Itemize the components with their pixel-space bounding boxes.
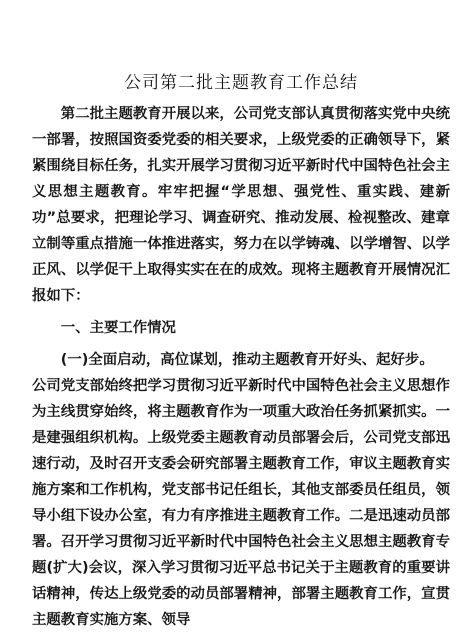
section-heading: 一、主要工作情况 xyxy=(60,320,176,336)
body-paragraph: 公司党支部始终把学习贯彻习近平新时代中国特色社会主义思想作为主线贯穿始终，将主题教育作为一项重大政治任务抓紧抓实。一是建强组织机构。上级党委主题教育动员部署会后，公司党支部迅速行动，及时召开支委会研究部署主题教育工作，审议主题教育实施方案和工作机构，党支部书记任组长，其他支部委员任组员，领导小组下设办公室，有力有序推进主题教育工作。二是迅速动员部署。召开学习贯彻习近平新时代中国特色社会主义思想主题教育专题(扩大)会议，深入学习贯彻习近平总书记关于主题教育的重要讲话精神，传达上级党委的动员部署精神，部署主题教育工作，宣贯主题教育实施方案、领导 xyxy=(32,378,450,628)
document-title: 公司第二批主题教育工作总结 xyxy=(124,73,358,93)
subsection-heading: (一)全面启动，高位谋划，推动主题教育开好头、起好步。 xyxy=(60,352,434,368)
intro-paragraph: 第二批主题教育开展以来，公司党支部认真贯彻落实党中央统一部署，按照国资委党委的相关要求，上级党委的正确领导下，紧紧围绕目标任务，扎实开展学习贯彻习近平新时代中国特色社会主义思想主题教育。牢牢把握“学思想、强党性、重实践、建新功”总要求，把理论学习、调查研究、推动发展、检视整改、建章立制等重点措施一体推进落实，努力在以学铸魂、以学增智、以学正风、以学促干上取得实实在在的成效。现将主题教育开展情况汇报如下： xyxy=(32,106,450,304)
